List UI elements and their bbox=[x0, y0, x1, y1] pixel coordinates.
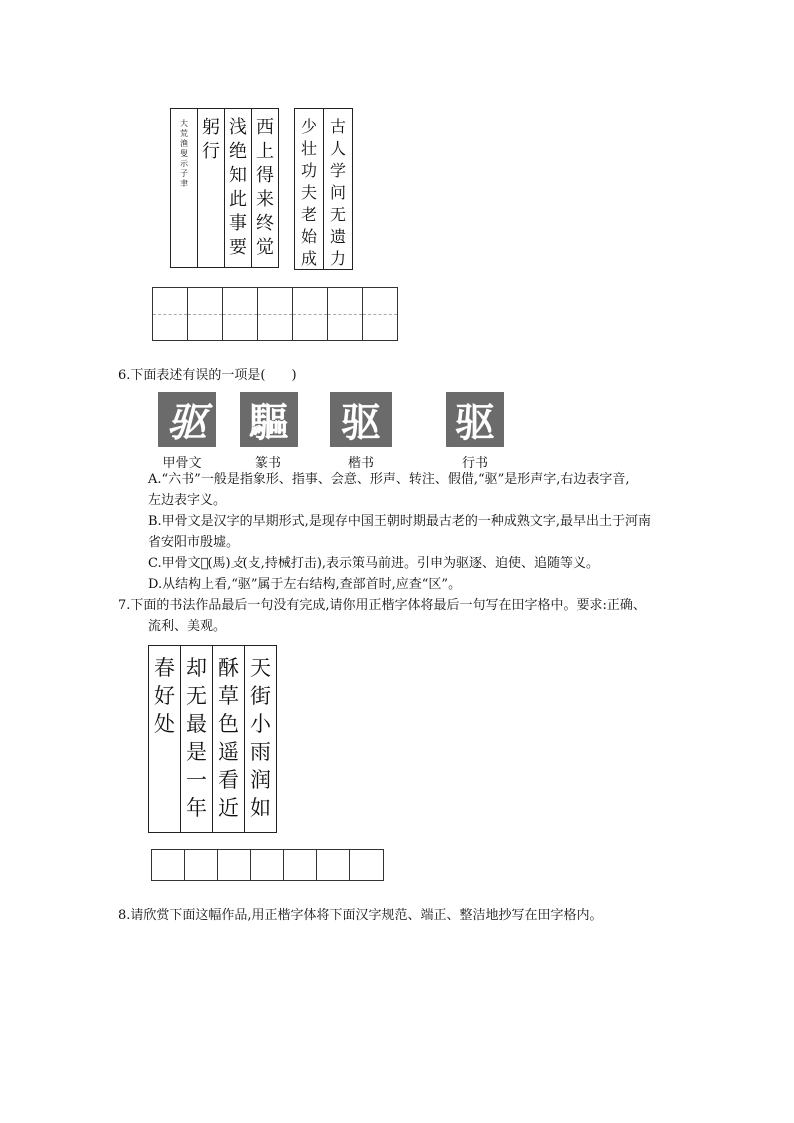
glyph-tile-regular bbox=[330, 392, 392, 447]
calligraphy-text bbox=[186, 658, 207, 826]
calligraphy-char: 觉 bbox=[256, 237, 274, 258]
calligraphy-char: 年 bbox=[186, 796, 207, 820]
calligraphy-column bbox=[198, 108, 225, 268]
calligraphy-char: 成 bbox=[300, 249, 317, 268]
tianzige-cell[interactable] bbox=[188, 287, 223, 341]
calligraphy-column bbox=[225, 108, 252, 268]
glyph-label: 甲骨文 bbox=[162, 456, 202, 471]
calligraphy-char: 聿 bbox=[180, 179, 188, 188]
calligraphy-column bbox=[324, 108, 353, 270]
calligraphy-char: 知 bbox=[229, 165, 247, 186]
tianzige-cell[interactable] bbox=[251, 849, 284, 881]
calligraphy-text bbox=[229, 119, 247, 263]
option-a-line2: 左边表字义。 bbox=[148, 493, 227, 508]
glyph-label: 楷书 bbox=[347, 456, 374, 471]
calligraphy-char: 西 bbox=[256, 117, 274, 138]
calligraphy-char: 街 bbox=[250, 684, 271, 708]
calligraphy-char: 学 bbox=[329, 161, 346, 180]
calligraphy-panel-q7 bbox=[148, 645, 277, 833]
glyph-tile-running bbox=[446, 392, 504, 447]
calligraphy-char: 要 bbox=[229, 237, 247, 258]
calligraphy-char: 功 bbox=[300, 161, 317, 180]
calligraphy-column bbox=[149, 645, 181, 833]
tianzige-cell[interactable] bbox=[293, 287, 328, 341]
tianzige-cell[interactable] bbox=[218, 849, 251, 881]
calligraphy-column bbox=[171, 108, 198, 268]
tianzige-cell[interactable] bbox=[223, 287, 258, 341]
calligraphy-char: 躬 bbox=[202, 117, 220, 138]
calligraphy-char: 遗 bbox=[329, 227, 346, 246]
calligraphy-char: 看 bbox=[218, 768, 239, 792]
tianzige-cell[interactable] bbox=[317, 849, 350, 881]
calligraphy-char: 色 bbox=[218, 712, 239, 736]
glyph-char: 驅 bbox=[249, 399, 289, 446]
calligraphy-char: 人 bbox=[329, 139, 346, 158]
calligraphy-panel-right bbox=[294, 108, 353, 270]
calligraphy-char: 天 bbox=[250, 656, 271, 680]
option-a-line1: A.“六书”一般是指象形、指事、会意、形声、转注、假借,“驱”是形声字,右边表字音, bbox=[148, 472, 630, 487]
calligraphy-text bbox=[250, 658, 271, 826]
calligraphy-char: 春 bbox=[154, 656, 175, 680]
oracle-glyph-inline: 攴 bbox=[230, 556, 243, 571]
calligraphy-char: 雨 bbox=[250, 740, 271, 764]
calligraphy-panel-left bbox=[170, 108, 279, 268]
calligraphy-signature bbox=[180, 119, 188, 189]
calligraphy-char: 叟 bbox=[180, 149, 188, 158]
calligraphy-column bbox=[252, 108, 279, 268]
tianzige-cell[interactable] bbox=[350, 849, 384, 881]
option-d: D.从结构上看,“驱”属于左右结构,查部首时,应查“区”。 bbox=[148, 577, 462, 592]
calligraphy-char: 一 bbox=[186, 768, 207, 792]
glyph-char: 驱 bbox=[167, 399, 207, 446]
question-6-stem: 6.下面表述有误的一项是( ) bbox=[118, 368, 297, 383]
calligraphy-char: 来 bbox=[256, 189, 274, 210]
tianzige-cell[interactable] bbox=[284, 849, 317, 881]
glyph-char: 驱 bbox=[455, 399, 495, 446]
option-b-line2: 省安阳市殷墟。 bbox=[148, 535, 240, 550]
option-b-line1: B.甲骨文是汉字的早期形式,是现存中国王朝时期最古老的一种成熟文字,最早出土于河南 bbox=[148, 514, 651, 529]
option-c-ma: (馬) bbox=[207, 556, 231, 571]
tianzige-grid-2 bbox=[151, 849, 384, 881]
calligraphy-char: 渔 bbox=[180, 139, 188, 148]
calligraphy-char: 小 bbox=[250, 712, 271, 736]
calligraphy-char: 草 bbox=[218, 684, 239, 708]
calligraphy-char: 却 bbox=[186, 656, 207, 680]
calligraphy-char: 事 bbox=[229, 213, 247, 234]
tianzige-cell[interactable] bbox=[328, 287, 363, 341]
calligraphy-text bbox=[218, 658, 239, 826]
calligraphy-char: 终 bbox=[256, 213, 274, 234]
glyph-tile-seal bbox=[240, 392, 298, 447]
tianzige-cell[interactable] bbox=[258, 287, 293, 341]
tianzige-cell[interactable] bbox=[185, 849, 218, 881]
option-c bbox=[148, 554, 599, 574]
calligraphy-char: 润 bbox=[250, 768, 271, 792]
glyph-char: 驱 bbox=[341, 399, 381, 446]
calligraphy-char: 好 bbox=[154, 684, 175, 708]
calligraphy-char: 酥 bbox=[218, 656, 239, 680]
calligraphy-char: 绝 bbox=[229, 141, 247, 162]
calligraphy-char: 壮 bbox=[300, 139, 317, 158]
calligraphy-char: 荒 bbox=[180, 129, 188, 138]
calligraphy-char: 行 bbox=[202, 141, 220, 162]
question-7-stem-line2: 流利、美观。 bbox=[148, 619, 227, 634]
calligraphy-text bbox=[330, 119, 346, 273]
calligraphy-column bbox=[213, 645, 245, 833]
calligraphy-char: 是 bbox=[186, 740, 207, 764]
calligraphy-char: 得 bbox=[256, 165, 274, 186]
tianzige-cell[interactable] bbox=[152, 849, 185, 881]
calligraphy-char: 上 bbox=[256, 141, 274, 162]
question-8-stem: 8.请欣赏下面这幅作品,用正楷字体将下面汉字规范、端正、整洁地抄写在田字格内。 bbox=[118, 908, 603, 923]
calligraphy-column bbox=[181, 645, 213, 833]
calligraphy-char: 此 bbox=[229, 189, 247, 210]
calligraphy-text bbox=[256, 119, 274, 263]
calligraphy-column bbox=[245, 645, 277, 833]
calligraphy-char: 浅 bbox=[229, 117, 247, 138]
calligraphy-char: 子 bbox=[180, 169, 188, 178]
oracle-glyph-inline: 𫠓 bbox=[200, 556, 208, 571]
calligraphy-text bbox=[154, 658, 175, 742]
calligraphy-char: 力 bbox=[329, 249, 346, 268]
calligraphy-char: 最 bbox=[186, 712, 207, 736]
tianzige-cell[interactable] bbox=[153, 287, 188, 341]
calligraphy-char: 示 bbox=[180, 159, 188, 168]
glyph-label: 行书 bbox=[461, 456, 488, 471]
calligraphy-char: 问 bbox=[329, 183, 346, 202]
calligraphy-char: 老 bbox=[300, 205, 317, 224]
calligraphy-char: 少 bbox=[300, 117, 317, 136]
calligraphy-char: 古 bbox=[329, 117, 346, 136]
glyph-label: 篆书 bbox=[254, 456, 281, 471]
glyph-tile-oracle bbox=[158, 392, 216, 447]
option-c-prefix: C.甲骨文 bbox=[148, 556, 201, 571]
calligraphy-char: 始 bbox=[300, 227, 317, 246]
calligraphy-char: 如 bbox=[250, 796, 271, 820]
calligraphy-char: 大 bbox=[180, 119, 188, 128]
calligraphy-column bbox=[295, 108, 324, 270]
calligraphy-char: 无 bbox=[329, 205, 346, 224]
calligraphy-char: 遥 bbox=[218, 740, 239, 764]
tianzige-cell[interactable] bbox=[363, 287, 398, 341]
calligraphy-text bbox=[301, 119, 317, 273]
calligraphy-text bbox=[202, 119, 220, 167]
calligraphy-char: 处 bbox=[154, 712, 175, 736]
tianzige-grid-1 bbox=[152, 287, 398, 341]
question-7-stem-line1: 7.下面的书法作品最后一句没有完成,请你用正楷字体将最后一句写在田字格中。要求:正确、 bbox=[118, 598, 646, 613]
calligraphy-char: 夫 bbox=[300, 183, 317, 202]
option-c-suffix: (攴,持械打击),表示策马前进。引申为驱逐、迫使、追随等义。 bbox=[242, 556, 600, 571]
calligraphy-char: 无 bbox=[186, 684, 207, 708]
calligraphy-char: 近 bbox=[218, 796, 239, 820]
